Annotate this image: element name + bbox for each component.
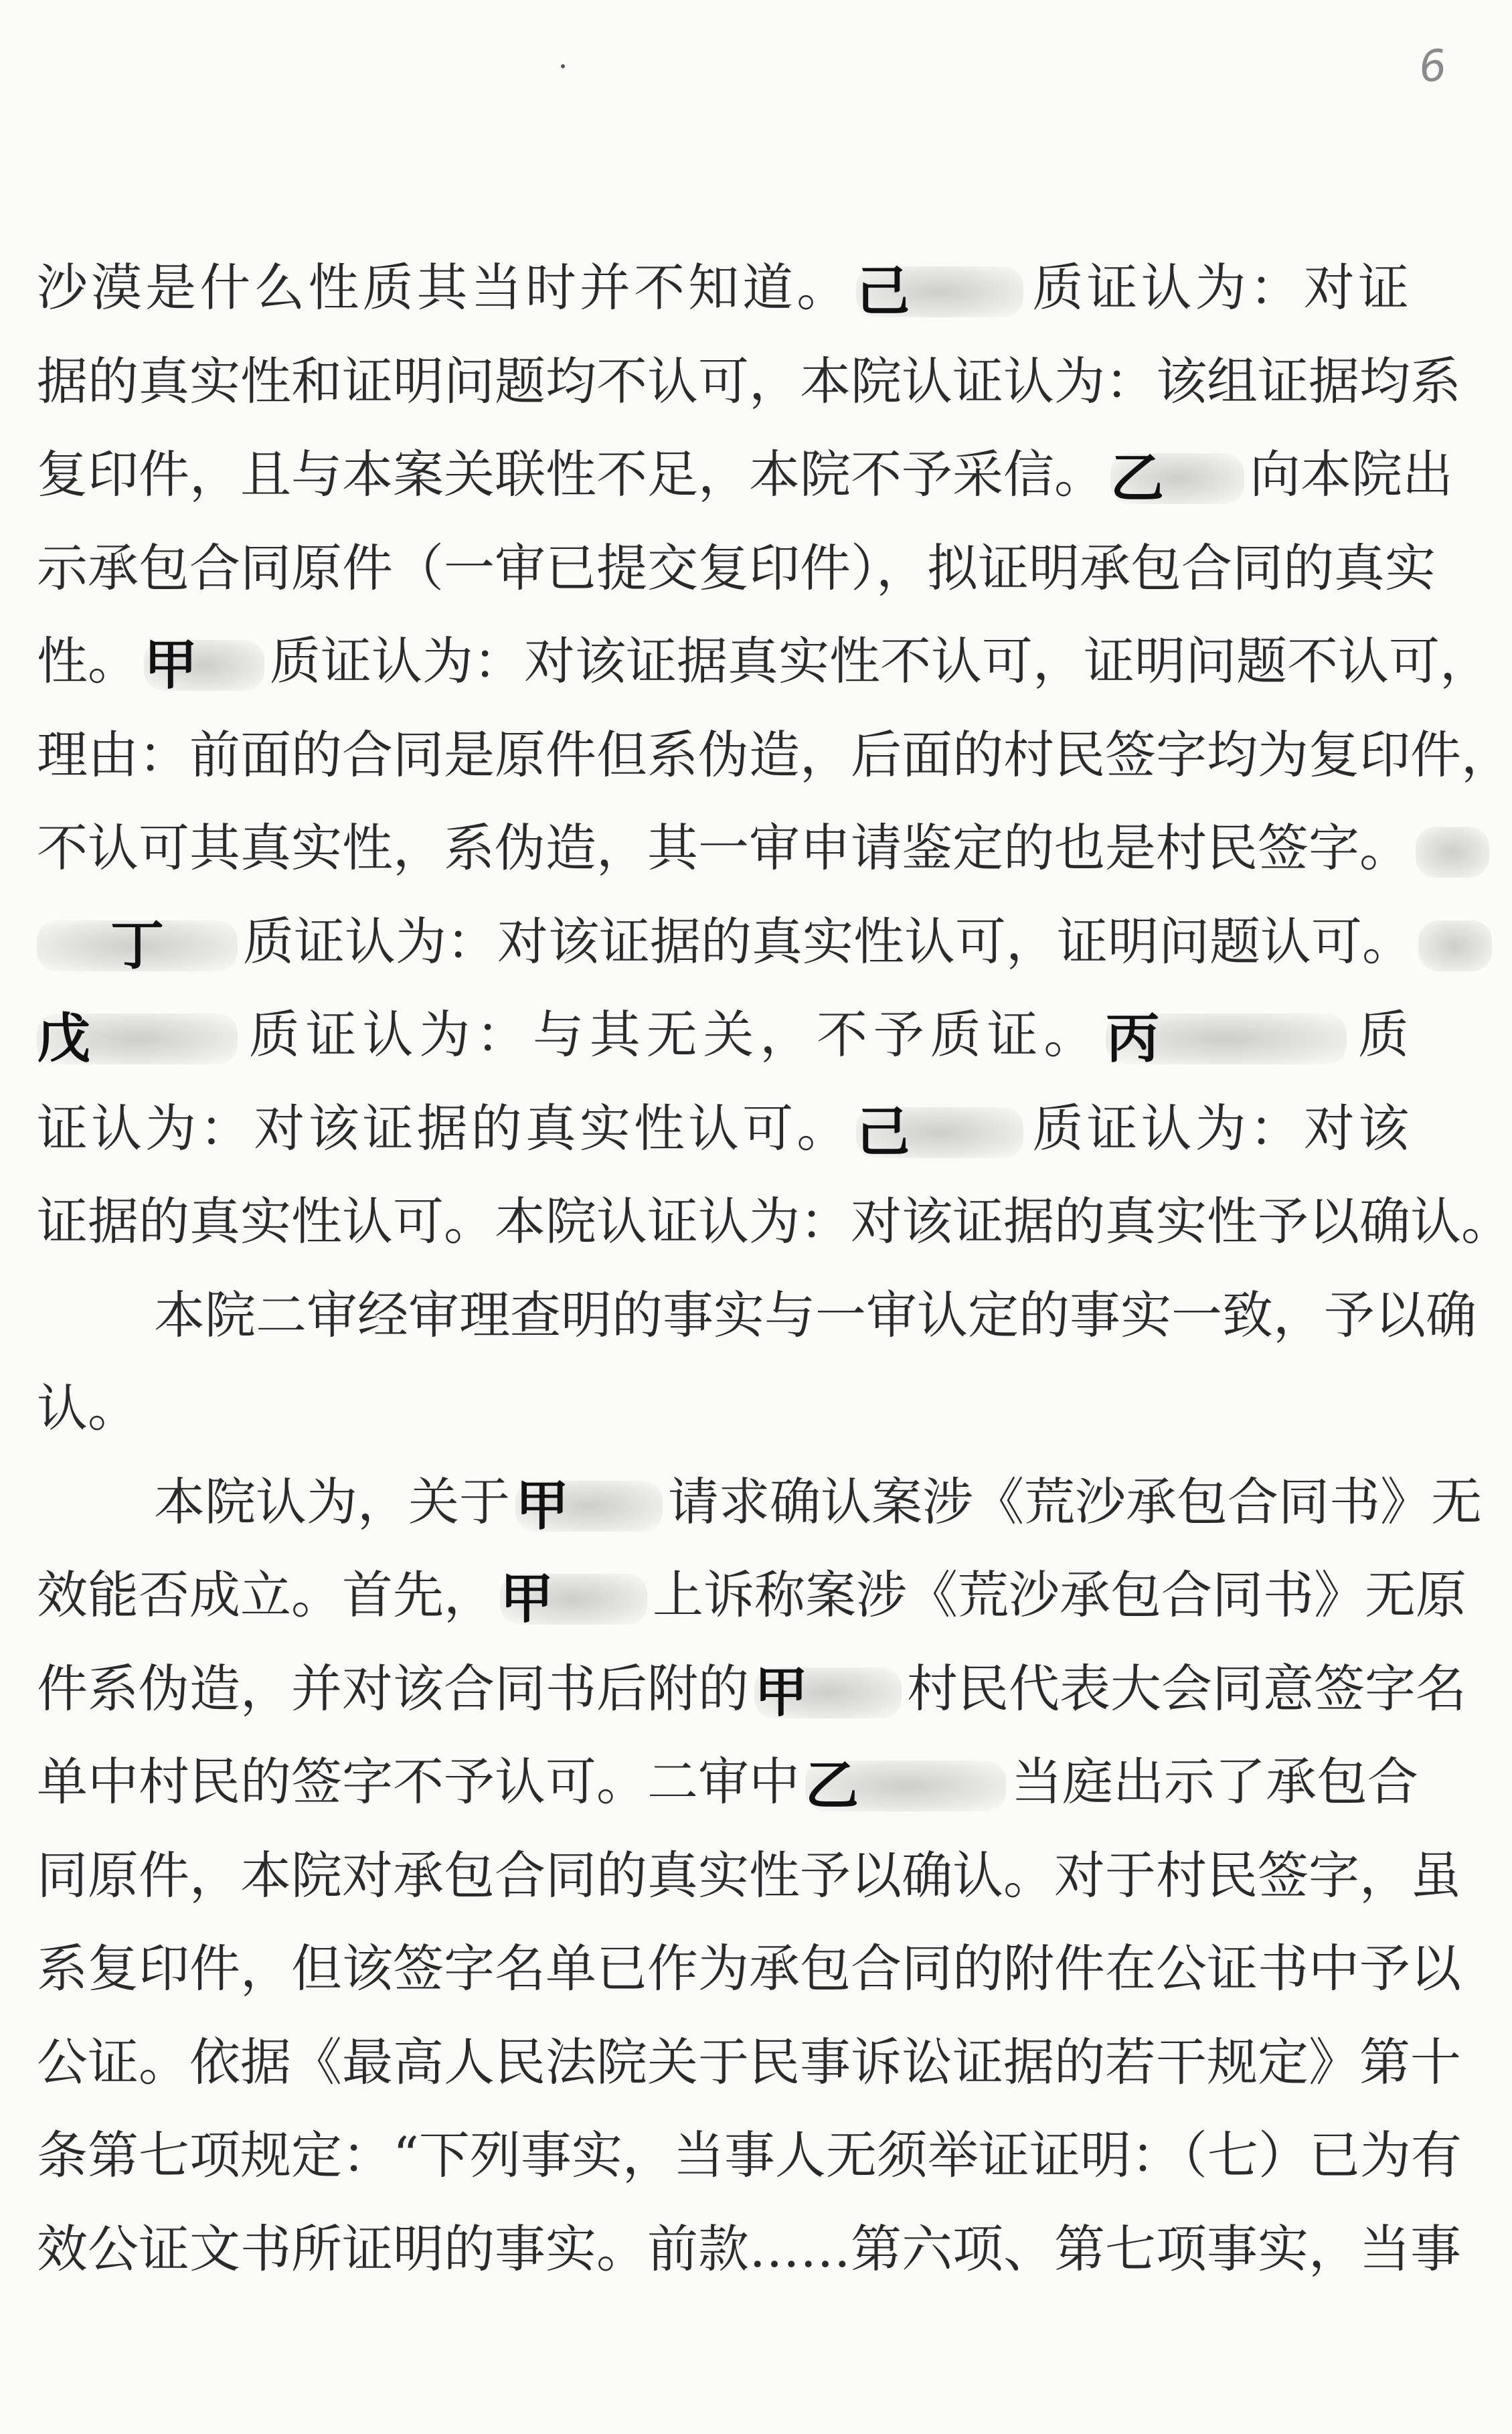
scan-speck xyxy=(561,64,565,68)
party-alias: 戊 xyxy=(37,1007,90,1070)
text-line xyxy=(37,1829,1461,1923)
redacted-party-name xyxy=(37,914,238,977)
text-line xyxy=(37,1735,1418,1829)
text-line xyxy=(37,335,1461,428)
text-line xyxy=(37,801,1409,895)
party-alias: 甲 xyxy=(144,634,197,696)
text-line xyxy=(37,428,1453,521)
line-text: 不认可其真实性，系伪造，其一审申请鉴定的也是村民签字。 xyxy=(37,818,1410,878)
line-text: 质证认为：对该证据的真实性认可，证明问题认可。 xyxy=(243,911,1413,971)
line-text: 本院二审经审理查明的事实与一审认定的事实一致，予以确 xyxy=(154,1285,1477,1345)
line-text: 理由：前面的合同是原件但系伪造，后面的村民签字均为复印件， xyxy=(37,724,1512,785)
party-alias: 甲 xyxy=(515,1474,569,1537)
text-line xyxy=(37,1362,1409,1455)
redacted-party-name xyxy=(1106,1007,1347,1070)
line-text: 件系伪造，并对该合同书后附的 xyxy=(37,1658,749,1718)
redacted-party-name xyxy=(1110,447,1244,509)
text-line xyxy=(37,1082,1409,1175)
line-text: 质证认为：对该 xyxy=(1029,1098,1410,1158)
line-text: 系复印件，但该签字名单已作为承包合同的附件在公证书中予以 xyxy=(37,1939,1461,1998)
text-line xyxy=(37,241,1409,335)
text-line xyxy=(37,1642,1466,1736)
line-text: 认。 xyxy=(37,1378,139,1438)
text-line xyxy=(37,615,1491,708)
judgment-body xyxy=(37,241,1512,2295)
line-text: 复印件，且与本案关联性不足，本院不予采信。 xyxy=(37,444,1105,504)
line-text: 证据的真实性认可。本院认证认为：对该证据的真实性予以确认。 xyxy=(37,1192,1512,1251)
text-line xyxy=(37,2202,1461,2296)
party-alias: 丙 xyxy=(1106,1007,1160,1070)
party-alias: 甲 xyxy=(754,1661,808,1724)
line-text: 请求确认案涉《荒沙承包合同书》无 xyxy=(668,1471,1482,1532)
line-text: 当庭出示了承包合 xyxy=(1011,1752,1418,1811)
text-line xyxy=(37,708,1512,802)
line-text: 示承包合同原件（一审已提交复印件），拟证明承包合同的真实 xyxy=(37,538,1436,598)
party-alias: 己 xyxy=(856,260,910,323)
redacted-party-name xyxy=(856,260,1023,323)
redacted-party-name xyxy=(37,1007,238,1070)
line-text: 证认为：对该证据的真实性认可。 xyxy=(37,1098,851,1158)
line-text: 单中村民的签字不予认可。二审中 xyxy=(37,1752,800,1811)
text-line xyxy=(37,1269,1477,1362)
text-line xyxy=(37,895,1413,989)
redacted-party-name xyxy=(500,1568,647,1630)
text-line xyxy=(37,2016,1461,2109)
line-text: 质证认为：对该证据真实性不认可，证明问题不认可， xyxy=(270,631,1491,691)
line-text: 据的真实性和证明问题均不认可，本院认证认为：该组证据均系 xyxy=(37,351,1461,411)
redacted-party-name xyxy=(1418,920,1492,971)
party-alias: 甲 xyxy=(500,1568,554,1630)
party-alias: 己 xyxy=(856,1101,910,1163)
text-line xyxy=(37,2109,1462,2202)
redacted-party-name xyxy=(754,1661,902,1724)
line-text: 公证。依据《最高人民法院关于民事诉讼证据的若干规定》第十 xyxy=(37,2032,1461,2092)
party-alias: 乙 xyxy=(1110,447,1164,509)
text-line xyxy=(37,988,1409,1082)
text-line xyxy=(37,1455,1482,1549)
line-text: 质 xyxy=(1352,1005,1410,1064)
line-text: 质证认为：与其无关，不予质证。 xyxy=(243,1005,1101,1064)
redacted-party-name xyxy=(1416,827,1489,878)
party-alias: 丁 xyxy=(110,914,164,977)
text-line xyxy=(37,1922,1461,2016)
line-text: 效公证文书所证明的事实。前款……第六项、第七项事实，当事 xyxy=(37,2218,1461,2279)
line-text: 效能否成立。首先， xyxy=(37,1565,495,1625)
redacted-party-name xyxy=(144,634,264,696)
text-line xyxy=(37,1175,1512,1269)
redacted-party-name xyxy=(515,1474,663,1537)
line-text: 沙漠是什么性质其当时并不知道。 xyxy=(37,258,851,317)
line-text: 本院认为，关于 xyxy=(154,1471,510,1532)
line-text: 性。 xyxy=(37,631,139,691)
line-text: 条第七项规定：“下列事实，当事人无须举证证明：（七）已为有 xyxy=(37,2125,1462,2185)
line-text: 同原件，本院对承包合同的真实性予以确认。对于村民签字，虽 xyxy=(37,1845,1461,1905)
line-text: 上诉称案涉《荒沙承包合同书》无原 xyxy=(653,1565,1466,1625)
text-line xyxy=(37,521,1436,615)
text-line xyxy=(37,1548,1466,1642)
redacted-party-name xyxy=(805,1755,1006,1817)
line-text: 质证认为：对证 xyxy=(1029,258,1410,317)
party-alias: 乙 xyxy=(805,1755,859,1817)
redacted-party-name xyxy=(856,1101,1023,1163)
line-text: 村民代表大会同意签字名 xyxy=(907,1658,1466,1718)
line-text: 向本院出 xyxy=(1250,444,1453,504)
page-number: 6 xyxy=(1416,40,1449,93)
